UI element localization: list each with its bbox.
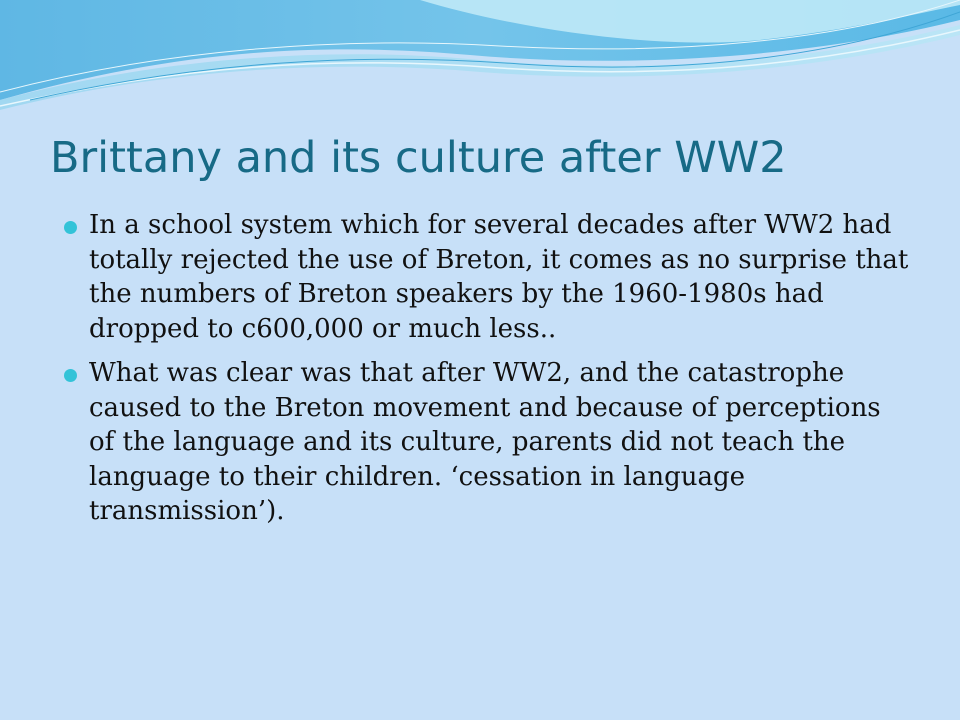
bullet-list (64, 208, 914, 539)
bullet-dot-icon (64, 221, 77, 234)
header-wave-decoration (0, 0, 960, 120)
bullet-item (64, 208, 914, 346)
bullet-dot-icon (64, 369, 77, 382)
bullet-text: In a school system which for several decades after WW2 had totally rejected the use of Breton, it comes as no surprise that the numbers of Breton speakers by the 1960-1980s had dropped to c600,000 or much less.. (89, 210, 909, 344)
slide-title: Brittany and its culture after WW2 (50, 133, 787, 183)
bullet-text: What was clear was that after WW2, and the catastrophe caused to the Breton movement and because of perceptions of the language and its culture, parents did not teach the language to their children. ‘cessation in language transmission’). (89, 358, 881, 526)
bullet-item (64, 356, 914, 529)
